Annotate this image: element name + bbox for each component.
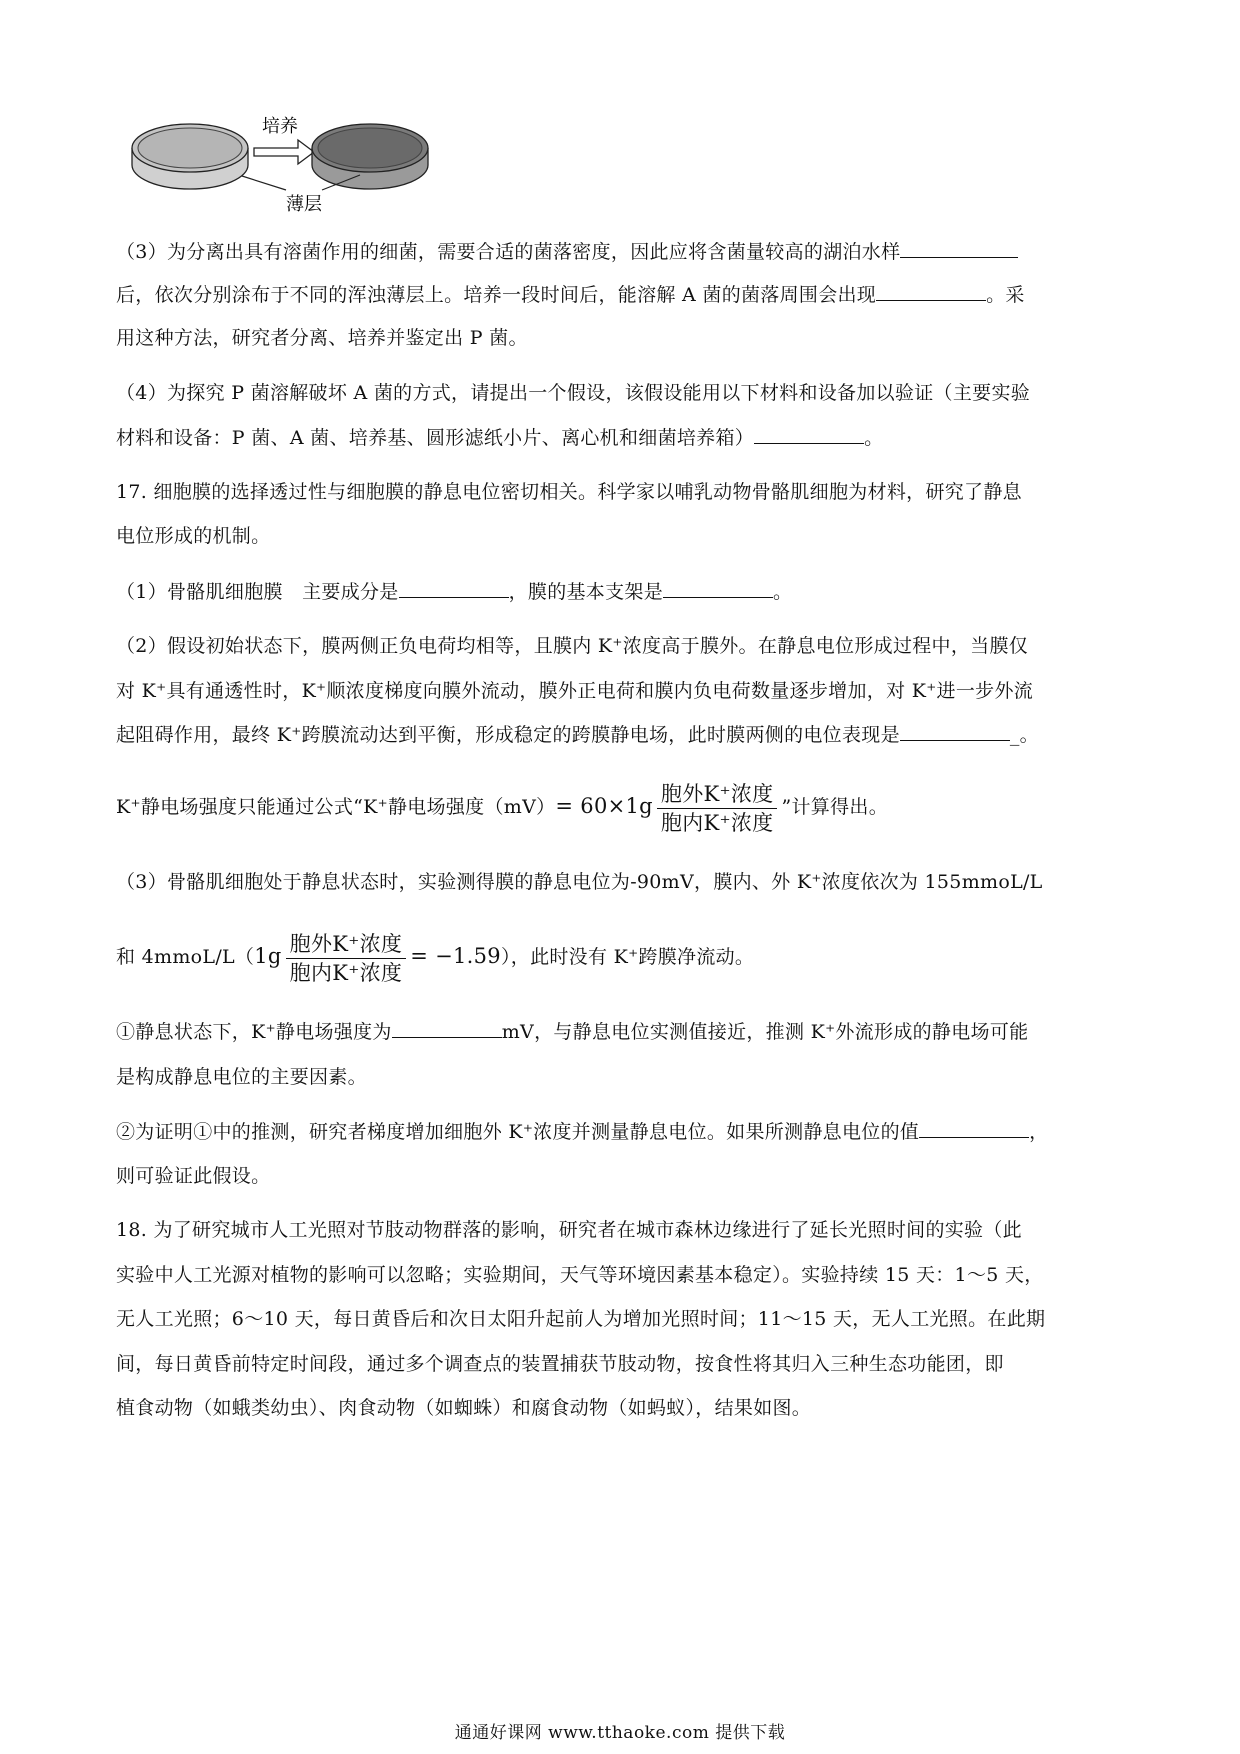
formula-numerator: 胞外K⁺浓度: [657, 780, 778, 809]
q16-part3-line1: [116, 238, 1126, 267]
answer-blank[interactable]: [754, 425, 864, 444]
q17-part3-text2-end: ），此时没有 K⁺跨膜净流动。: [500, 946, 755, 968]
q16-part3-line3: 用这种方法，研究者分离、培养并鉴定出 P 菌。: [116, 327, 528, 349]
culture-arrow: [254, 140, 314, 164]
q17-part2-line3: [116, 721, 1126, 750]
log-numerator: 胞外K⁺浓度: [286, 930, 407, 959]
log-denominator: 胞内K⁺浓度: [289, 960, 403, 985]
formula-equation: = 60×1g: [555, 794, 653, 818]
q17-part1-text2: ，膜的基本支架是: [508, 581, 663, 603]
answer-blank[interactable]: [919, 1119, 1029, 1138]
q17-part2-text3-end: _。: [1009, 724, 1039, 746]
petri-dish-after: [312, 124, 428, 189]
q17-formula-line: [116, 778, 1126, 837]
q16-part3-text1: （3）为分离出具有溶菌作用的细菌，需要合适的菌落密度，因此应将含菌量较高的湖泊水样: [116, 241, 901, 263]
answer-blank[interactable]: [399, 579, 509, 598]
log-fraction: [286, 930, 407, 987]
q17-sub1-text1-end: mV，与静息电位实测值接近，推测 K⁺外流形成的静电场可能: [501, 1021, 1029, 1043]
q18-line3: 无人工光照；6～10 天，每日黄昏后和次日太阳升起前人为增加光照时间；11～15 天，无人工光照。在此期: [116, 1308, 1046, 1330]
q16-part4-line1: （4）为探究 P 菌溶解破坏 A 菌的方式，请提出一个假设，该假设能用以下材料和设备加以验证（主要实验: [116, 382, 1031, 404]
q18-line5: 植食动物（如蛾类幼虫）、肉食动物（如蜘蛛）和腐食动物（如蚂蚁），结果如图。: [116, 1397, 812, 1419]
layer-label: 薄层: [286, 194, 322, 215]
q17-sub2-text1-end: ，: [1029, 1121, 1049, 1143]
q18-line1: 18. 为了研究城市人工光照对节肢动物群落的影响，研究者在城市森林边缘进行了延长光照时间的实验（此: [116, 1219, 1022, 1241]
petri-dish-figure: [130, 110, 490, 215]
formula-fraction: [657, 780, 778, 837]
q17-part1-text3: 。: [773, 581, 793, 603]
q17-part1: [116, 578, 1126, 607]
q17-sub2-text1: ②为证明①中的推测，研究者梯度增加细胞外 K⁺浓度并测量静息电位。如果所测静息电位的值: [116, 1121, 920, 1143]
answer-blank[interactable]: [900, 239, 1018, 258]
q17-intro-line2: 电位形成的机制。: [116, 525, 271, 547]
q17-sub2-line1: [116, 1118, 1126, 1147]
answer-blank[interactable]: [876, 282, 986, 301]
page-footer: 通通好课网 www.tthaoke.com 提供下载: [454, 1723, 786, 1743]
formula-prefix: K⁺静电场强度只能通过公式“K⁺静电场强度（mV）: [116, 796, 556, 818]
q16-part4-text2: 材料和设备：P 菌、A 菌、培养基、圆形滤纸小片、离心机和细菌培养箱）: [116, 427, 755, 449]
arrow-label: 培养: [262, 116, 298, 137]
q17-sub1-line2: 是构成静息电位的主要因素。: [116, 1066, 367, 1088]
q17-part3-line1: （3）骨骼肌细胞处于静息状态时，实验测得膜的静息电位为-90mV，膜内、外 K⁺浓度依次为 155mmoL/L: [116, 871, 1043, 893]
q16-part4-text2-end: 。: [864, 427, 884, 449]
q16-part3-text2-end: 。采: [986, 284, 1025, 306]
q17-sub1-line1: [116, 1018, 1126, 1047]
q17-intro-line1: 17. 细胞膜的选择透过性与细胞膜的静息电位密切相关。科学家以哺乳动物骨骼肌细胞为材料，研究了静息: [116, 481, 1022, 503]
answer-blank[interactable]: [392, 1019, 502, 1038]
q17-sub1-text1: ①静息状态下，K⁺静电场强度为: [116, 1021, 392, 1043]
answer-blank[interactable]: [900, 722, 1010, 741]
q17-part3-text2: 和 4mmoL/L（: [116, 946, 255, 968]
q18-line2: 实验中人工光源对植物的影响可以忽略；实验期间，天气等环境因素基本稳定）。实验持续 15 天：1～5 天，: [116, 1264, 1044, 1286]
q16-part3-line2: [116, 281, 1126, 310]
q17-part2-text3: 起阻碍作用，最终 K⁺跨膜流动达到平衡，形成稳定的跨膜静电场，此时膜两侧的电位表现是: [116, 724, 900, 746]
q17-part2-line2: 对 K⁺具有通透性时，K⁺顺浓度梯度向膜外流动，膜外正电荷和膜内负电荷数量逐步增加，对 K⁺进一步外流: [116, 680, 1034, 702]
formula-suffix: ”计算得出。: [781, 796, 888, 818]
answer-blank[interactable]: [663, 579, 773, 598]
q17-part2-line1: （2）假设初始状态下，膜两侧正负电荷均相等，且膜内 K⁺浓度高于膜外。在静息电位形成过程中，当膜仅: [116, 635, 1029, 657]
q17-part3-line2: [116, 928, 1126, 987]
formula-denominator: 胞内K⁺浓度: [660, 810, 774, 835]
q16-part4-line2: [116, 424, 1126, 453]
q16-part3-text2: 后，依次分别涂布于不同的浑浊薄层上。培养一段时间后，能溶解 A 菌的菌落周围会出现: [116, 284, 877, 306]
petri-dish-diagram: [130, 110, 490, 215]
petri-dish-before: [132, 124, 248, 189]
log-value: = −1.59: [410, 944, 501, 968]
q18-line4: 间，每日黄昏前特定时间段，通过多个调查点的装置捕获节肢动物，按食性将其归入三种生态功能团，即: [116, 1353, 1004, 1375]
q17-part1-text1: （1）骨骼肌细胞膜 主要成分是: [116, 581, 399, 603]
q17-sub2-line2: 则可验证此假设。: [116, 1165, 271, 1187]
log-symbol: 1g: [254, 944, 282, 968]
layer-pointer-left: [242, 176, 286, 190]
